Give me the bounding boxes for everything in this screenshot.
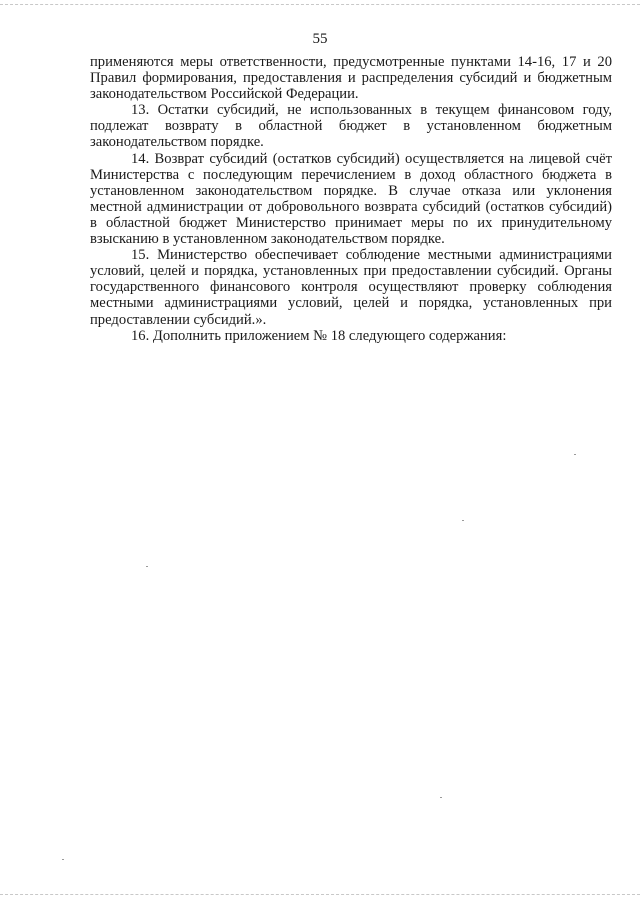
scan-speck [146, 566, 148, 567]
scan-speck [62, 859, 64, 860]
scan-speck [440, 797, 442, 798]
paragraph-14: 14. Возврат субсидий (остатков субсидий) осуществляется на лицевой счёт Министерства с последующим перечислением в доход областного бюджета в установленном законодательством порядке. В случае отказа или уклонения местной администрации от добровольного возврата субсидий (остатков субсидий) в областной бюджет Министерство принимает меры по их принудительному взысканию в установленном законодательством порядке. [90, 150, 612, 248]
page-number: 55 [312, 31, 328, 47]
paragraph-13: 13. Остатки субсидий, не использованных в текущем финансовом году, подлежат возврату в областной бюджет в установленном бюджетным законодательством порядке. [90, 102, 612, 151]
paragraph-15: 15. Министерство обеспечивает соблюдение местными администрациями условий, целей и порядка, установленных при предоставлении субсидий. Органы государственного финансового контроля осуществляют проверку соблюдения местными администрациями условий, целей и порядка, установленных при предоставлении субсидий.». [90, 247, 612, 328]
paragraph-continuation: применяются меры ответственности, предусмотренные пунктами 14-16, 17 и 20 Правил формирования, предоставления и распределения субсидий и бюджетным законодательством Российской Федерации. [90, 54, 612, 103]
scan-edge-bottom [0, 894, 640, 895]
document-body [90, 54, 612, 344]
scan-speck [574, 454, 576, 455]
scan-edge-top [0, 4, 640, 5]
paragraph-16: 16. Дополнить приложением № 18 следующего содержания: [131, 327, 507, 344]
scan-speck [462, 520, 464, 521]
